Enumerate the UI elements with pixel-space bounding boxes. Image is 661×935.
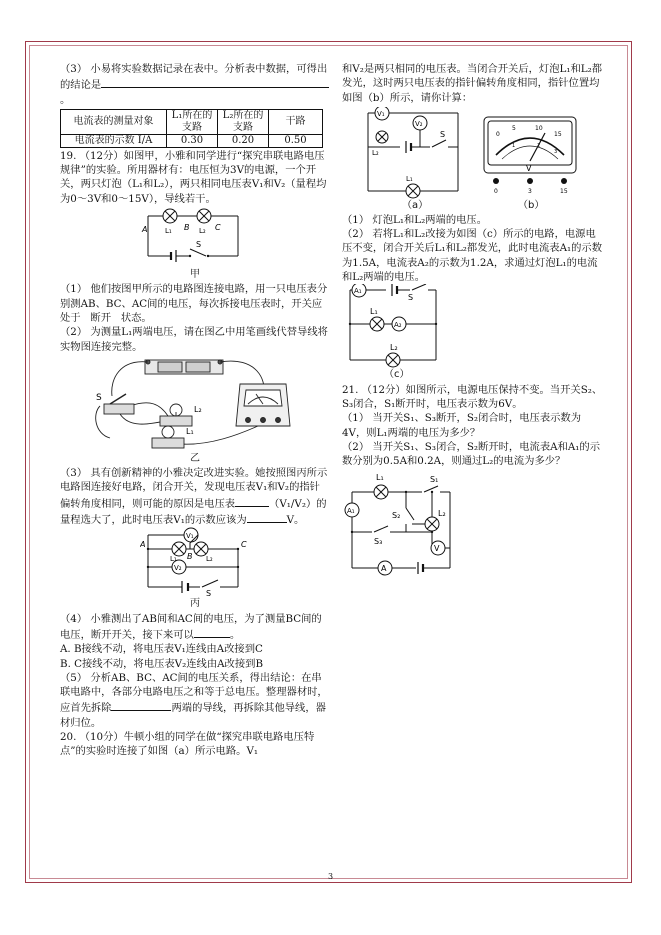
table-cell: 0.50 — [269, 134, 323, 147]
circuit-figure-q21 — [342, 472, 462, 584]
circuit-figure-bing — [140, 527, 250, 597]
svg-text:V: V — [434, 544, 440, 554]
table-cell: 0.20 — [218, 134, 269, 147]
q21-stem: 21. （12分）如图所示，电源电压保持不变。当开关S₂、S₃闭合，S₁断开时，电压表示数为6V。 — [342, 383, 603, 410]
svg-text:2: 2 — [537, 142, 541, 149]
svg-text:S₃: S₃ — [374, 537, 383, 547]
table-row — [61, 134, 323, 147]
svg-text:L₁: L₁ — [186, 426, 194, 436]
svg-text:0: 0 — [496, 130, 500, 138]
svg-text:B: B — [184, 223, 190, 233]
q19-stem: 19. （12分）如图甲，小雅和同学进行“探究串联电路电压规律”的实验。所用器材有：电压恒为3V的电源，一个开关，两只灯泡（L₁和L₂），两只相同电压表V₁和V₂（量程均为0～3V和0～15V），导线若干。 — [60, 149, 327, 205]
figure-caption: 丙 — [190, 598, 200, 610]
table-row — [61, 109, 323, 134]
figure-caption: 乙 — [190, 452, 200, 464]
figure-caption: （a） — [402, 199, 429, 211]
svg-text:L₂: L₂ — [372, 148, 379, 157]
svg-text:L₁: L₁ — [165, 227, 172, 236]
table-row-label: 电流表的示数 I/A — [61, 134, 167, 147]
q19-part2: （2） 为测量L₁两端电压，请在图乙中用笔画线代替导线将实物图连接完整。 — [60, 326, 328, 353]
svg-text:10: 10 — [535, 124, 543, 132]
left-column — [60, 62, 330, 759]
figure-caption: 甲 — [190, 269, 200, 281]
right-column — [342, 62, 604, 584]
q20-stem: 20. （10分）牛顿小组的同学在做“探究串联电路电压特点”的实验时连接了如图（a）所示电路。V₁ — [60, 731, 315, 758]
q19-option-a: A. B接线不动，将电压表V₁连线由A改接到C — [60, 643, 263, 656]
svg-text:S₁: S₁ — [430, 475, 439, 485]
q19-part3: （3） 具有创新精神的小雅决定改进实验。她按照图丙所示电路图连接好电路，闭合开关，发现电压表V₁和V₂的指针偏转角度相同，则可能的原因是电压表 （V₁/V₂）的量程选大了，此时电压表V₁的示数应该为 V。 — [60, 467, 328, 527]
svg-text:L₁: L₁ — [406, 174, 413, 183]
q19-part4: （4） 小雅测出了AB间和AC间的电压，为了测量BC间的电压，断开开关，接下来可以 。 — [60, 612, 322, 641]
voltmeter-figure-b — [482, 115, 578, 195]
svg-text:C: C — [241, 540, 247, 550]
svg-text:S: S — [440, 129, 446, 139]
svg-text:S₂: S₂ — [392, 511, 401, 521]
circuit-figure-jia — [140, 206, 250, 268]
q19-option-b: B. C接线不动，将电压表V₂连线由A改接到B — [60, 657, 264, 670]
svg-text:A: A — [142, 225, 148, 235]
table-header-cell: 电流表的测量对象 — [61, 109, 167, 134]
q20-stem-continued: 和V₂是两只相同的电压表。当闭合开关后，灯泡L₁和L₂都发光，这时两只电压表的指针偏转角度相同，指针位置均如图（b）所示，请你计算： — [342, 63, 603, 104]
svg-text:L₂: L₂ — [390, 343, 398, 353]
svg-text:S: S — [196, 240, 202, 250]
circuit-figure-a — [360, 107, 470, 199]
svg-text:A: A — [140, 540, 146, 550]
svg-text:V₂: V₂ — [174, 564, 182, 573]
table-header-cell: L₂所在的支路 — [218, 109, 269, 134]
svg-text:V₂: V₂ — [415, 119, 423, 128]
data-table — [60, 109, 323, 148]
q21-part2: （2） 当开关S₁、S₃闭合，S₂断开时，电流表A和A₁的示数分别为0.5A和0.2A，则通过L₂的电流为多少？ — [342, 440, 601, 468]
svg-text:15: 15 — [560, 187, 568, 195]
svg-text:V₁: V₁ — [186, 532, 194, 541]
svg-text:L₂: L₂ — [438, 509, 446, 519]
svg-text:S: S — [408, 293, 414, 303]
svg-text:V: V — [526, 163, 532, 173]
svg-text:L₂: L₂ — [199, 227, 206, 236]
svg-text:V₁: V₁ — [377, 109, 385, 118]
q21-part1: （1） 当开关S₁、S₃断开，S₂闭合时，电压表示数为4V，则L₁两端的电压为多少？ — [342, 412, 582, 439]
svg-text:A₂: A₂ — [394, 321, 402, 330]
svg-text:3: 3 — [528, 187, 532, 195]
q19-part1: （1） 他们按图甲所示的电路图连接电路，用一只电压表分别测AB、BC、AC间的电压，每次拆接电压表时，开关应处于 断开 状态。 — [60, 283, 328, 324]
svg-text:L₁: L₁ — [370, 307, 378, 317]
svg-text:L₁: L₁ — [376, 473, 384, 483]
answer-blank[interactable] — [231, 76, 329, 88]
answer-blank[interactable] — [101, 76, 231, 88]
answer-blank[interactable] — [194, 626, 230, 638]
svg-text:L₁: L₁ — [170, 555, 177, 564]
q20-part1: （1） 灯泡L₁和L₂两端的电压。 — [342, 213, 488, 226]
svg-text:15: 15 — [554, 130, 562, 138]
q19-part5: （5） 分析AB、BC、AC间的电压关系，得出结论：在串联电路中，各部分电路电压之和等于总电压。整理器材时，应首先拆除 两端的导线，再拆除其他导线，器材归位。 — [60, 671, 328, 729]
circuit-figure-c — [344, 284, 444, 368]
table-header-cell: 干路 — [269, 109, 323, 134]
q18-part3: （3） 小易将实验数据记录在表中。分析表中数据，可得出的结论是。 — [60, 63, 328, 106]
svg-text:S: S — [206, 589, 212, 598]
figure-caption: （b） — [518, 199, 545, 211]
table-cell: 0.30 — [167, 134, 218, 147]
svg-text:A₁: A₁ — [347, 507, 355, 516]
answer-blank[interactable] — [247, 511, 287, 523]
apparatus-figure-yi — [90, 354, 300, 452]
svg-text:1: 1 — [512, 142, 516, 149]
svg-text:A₁: A₁ — [354, 287, 362, 296]
svg-text:S: S — [96, 392, 102, 403]
svg-text:A: A — [381, 564, 387, 574]
svg-text:0: 0 — [494, 187, 498, 195]
svg-text:L₂: L₂ — [206, 555, 213, 564]
svg-text:B: B — [187, 552, 193, 562]
figure-caption: （c） — [384, 369, 410, 381]
answer-blank[interactable] — [235, 495, 269, 507]
q20-figures — [342, 105, 604, 213]
answer-text: 断开 — [90, 311, 112, 324]
svg-text:5: 5 — [512, 124, 516, 132]
svg-text:3: 3 — [554, 148, 558, 155]
q20-part2: （2） 若将L₁和L₂改接为如图（c）所示的电路，电源电压不变，闭合开关后L₁和L₂都发光，此时电流表A₁的示数为1.5A，电流表A₂的示数为1.2A，求通过灯泡L₁的电流和L₂两端的电压。 — [342, 228, 603, 284]
answer-blank[interactable] — [111, 699, 171, 711]
svg-text:C: C — [215, 223, 221, 233]
svg-text:L₂: L₂ — [194, 404, 202, 414]
table-header-cell: L₁所在的支路 — [167, 109, 218, 134]
page-number: 3 — [327, 872, 334, 881]
